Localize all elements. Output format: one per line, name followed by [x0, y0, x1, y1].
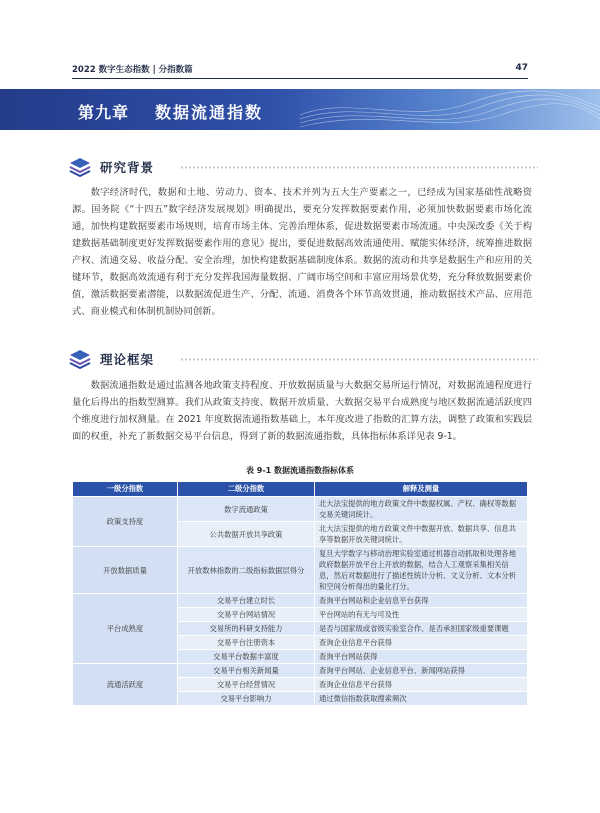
indicator-table: [72, 481, 528, 706]
dotted-divider: [180, 358, 538, 361]
sub-index-cell: 交易平台网站情况: [178, 608, 315, 622]
group-cell: 平台成熟度: [73, 594, 178, 664]
sub-index-cell: 交易平台数据丰富度: [178, 650, 315, 664]
section-heading-framework: [68, 347, 538, 371]
section-title: 理论框架: [100, 352, 155, 367]
description-cell: 查询平台网站获得: [315, 650, 528, 664]
sub-index-cell: 交易平台注册资本: [178, 636, 315, 650]
layers-icon: [68, 347, 92, 371]
header-rule: [72, 78, 528, 79]
page-header: [0, 0, 600, 80]
layers-icon: [68, 155, 92, 179]
group-cell: 流通活跃度: [73, 664, 178, 706]
chapter-number: 第九章: [78, 103, 130, 122]
sub-index-cell: 交易平台经营情况: [178, 678, 315, 692]
table-row: [73, 497, 528, 522]
section-title: 研究背景: [100, 160, 155, 175]
dotted-divider: [180, 166, 538, 169]
page-number: 47: [515, 63, 528, 73]
description-cell: 通过微信指数获取搜索频次: [315, 692, 528, 706]
section-heading-background: [68, 155, 538, 179]
description-cell: 是否与国家级或省级实验室合作、是否承担国家级重要课题: [315, 622, 528, 636]
sub-index-cell: 交易所的科研支持能力: [178, 622, 315, 636]
description-cell: 北大法宝提供的地方政策文件中数据权属、产权、确权等数据交易关键词统计。: [315, 497, 528, 522]
description-cell: 查询企业信息平台获得: [315, 678, 528, 692]
description-cell: 查询平台网站和企业信息平台获得: [315, 594, 528, 608]
description-cell: 平台网站的有无与可及性: [315, 608, 528, 622]
sub-index-cell: 开放数林指数的二级指标数据层得分: [178, 547, 315, 594]
sub-index-cell: 交易平台建立时长: [178, 594, 315, 608]
group-cell: 开放数据质量: [73, 547, 178, 594]
description-cell: 北大法宝提供的地方政策文件中数据开放、数据共享、信息共享等数据开放关键词统计。: [315, 522, 528, 547]
description-cell: 查询平台网站、企业信息平台、新闻网站获得: [315, 664, 528, 678]
wave-decoration-icon: [300, 89, 600, 130]
description-cell: 复旦大学数字与移动治理实验室通过机器自动抓取和处理各地政府数据开放平台上开放的数据，结合人工观察采集相关信息，然后对数据进行了描述性统计分析、文义分析、文本分析和空间分析得出的量化打分。: [315, 547, 528, 594]
sub-index-cell: 交易平台相关新闻量: [178, 664, 315, 678]
chapter-title: 数据流通指数: [155, 103, 264, 122]
table-row: [73, 547, 528, 594]
column-header: 二级分指数: [178, 482, 315, 497]
chapter-banner: [0, 89, 600, 130]
table-caption: 表 9-1 数据流通指数指标体系: [245, 466, 355, 475]
sub-index-cell: 公共数据开放共享政策: [178, 522, 315, 547]
table-row: [73, 594, 528, 608]
group-cell: 政策支持度: [73, 497, 178, 547]
table-header-row: [73, 482, 528, 497]
sub-index-cell: 交易平台影响力: [178, 692, 315, 706]
sub-index-cell: 数字流通政策: [178, 497, 315, 522]
table-row: [73, 664, 528, 678]
framework-paragraph: 数据流通指数是通过监测各地政策支持程度、开放数据质量与大数据交易所运行情况，对数据流通程度进行量化后得出的指数型测算。我们从政策支持度、数据开放质量、大数据交易平台成熟度与地区数据流通活跃度四个维度进行加权测量。在 2021 年度数据流通指数基础上，本年度改进了指数的汇算方法，调整了政策和实践层面的权重，补充了新数据交易平台信息，得到了新的数据流通指数，具体指标体系详见表 9-1。: [72, 380, 532, 442]
column-header: 一级分指数: [73, 482, 178, 497]
column-header: 解释及测量: [315, 482, 528, 497]
background-paragraph: 数字经济时代，数据和土地、劳动力、资本、技术并列为五大生产要素之一，已经成为国家基础性战略资源。国务院《“十四五”数字经济发展规划》明确提出，要充分发挥数据要素作用，必须加快数据要素市场化流通，加快构建数据要素市场规则，培育市场主体、完善治理体系，促进数据要素市场流通。中央深改委《关于构建数据基础制度更好发挥数据要素作用的意见》提出，要促进数据高效流通使用、赋能实体经济，统筹推进数据产权、流通交易、收益分配、安全治理，加快构建数据基础制度体系。数据的流动和共享是数据生产和应用的关键环节，数据高效流通有利于充分发挥我国海量数据、广阔市场空间和丰富应用场景优势，充分释放数据要素价值，激活数据要素潜能，以数据流促进生产、分配、流通、消费各个环节高效贯通，推动数据技术产品、应用范式、商业模式和体制机制协同创新。: [72, 187, 532, 317]
running-title: 2022 数字生态指数 | 分指数篇: [72, 65, 193, 75]
description-cell: 查询企业信息平台获得: [315, 636, 528, 650]
